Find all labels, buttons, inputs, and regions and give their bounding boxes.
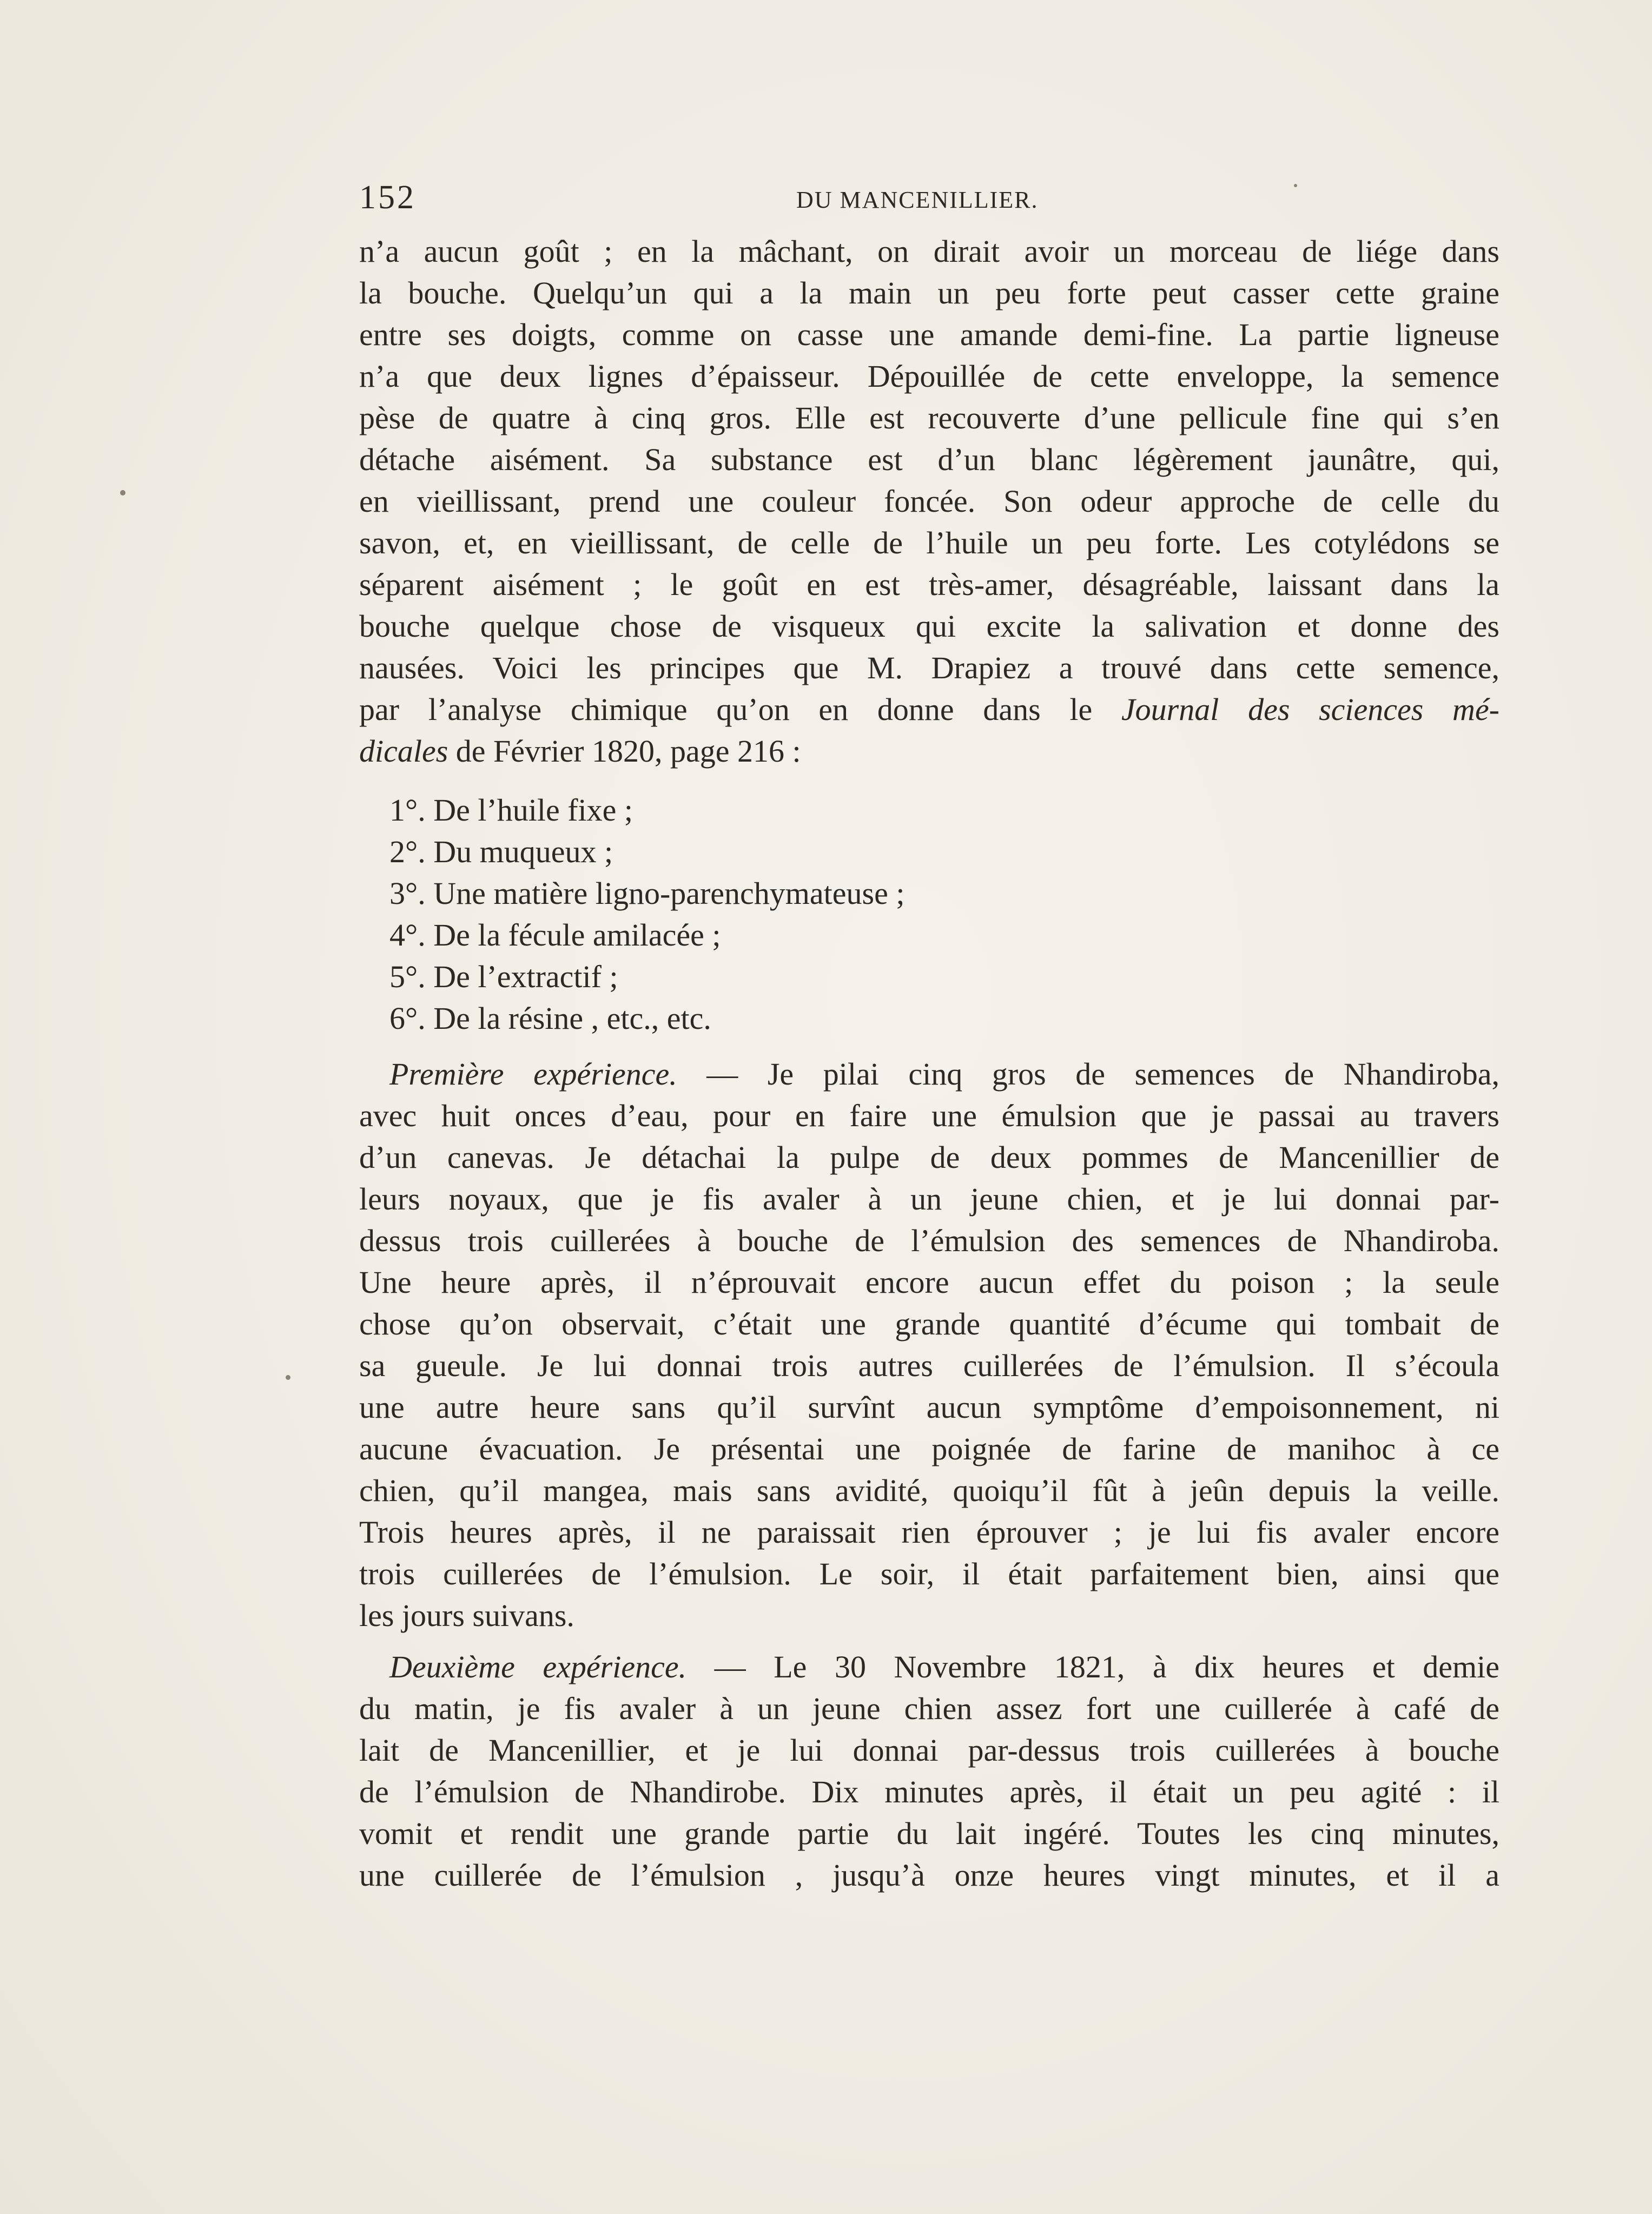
text-line: de l’émulsion de Nhandirobe. Dix minutes après, il était un peu agité : il (359, 1774, 1499, 1809)
paragraph-seed-description (359, 230, 1499, 772)
text-line: détache aisément. Sa substance est d’un blanc légèrement jaunâtre, qui, (359, 442, 1499, 477)
text-line: une autre heure sans qu’il survînt aucun symptôme d’empoisonnement, ni (359, 1390, 1499, 1425)
text-line (359, 730, 1499, 772)
text-run: par l’analyse chimique qu’on en donne dans le (359, 692, 1093, 727)
list-item: 6°. De la résine , etc., etc. (389, 1001, 711, 1036)
list-item: 3°. Une matière ligno-parenchymateuse ; (389, 876, 905, 911)
journal-title: Journal des sciences mé- (1121, 692, 1500, 727)
text-line: la bouche. Quelqu’un qui a la main un peu forte peut casser cette graine (359, 275, 1499, 310)
text-line: n’a aucun goût ; en la mâchant, on dirait avoir un morceau de liége dans (359, 234, 1499, 269)
text-line: Trois heures après, il ne paraissait rien éprouver ; je lui fis avaler encore (359, 1515, 1499, 1550)
list-item: 1°. De l’huile fixe ; (389, 792, 633, 828)
text-line: savon, et, en vieillissant, de celle de l’huile un peu forte. Les cotylédons se (359, 525, 1499, 560)
text-line: pèse de quatre à cinq gros. Elle est recouverte d’une pellicule fine qui s’en (359, 400, 1499, 435)
text-line: séparent aisément ; le goût en est très-amer, désagréable, laissant dans la (359, 567, 1499, 602)
paragraph-gap (359, 1636, 1499, 1646)
experiment-heading: Deuxième expérience. (389, 1649, 687, 1684)
text-line: sa gueule. Je lui donnai trois autres cuillerées de l’émulsion. Il s’écoula (359, 1348, 1499, 1383)
text-line: leurs noyaux, que je fis avaler à un jeune chien, et je lui donnai par- (359, 1181, 1499, 1217)
text-line: en vieillissant, prend une couleur foncée. Son odeur approche de celle du (359, 484, 1499, 519)
principles-list (359, 789, 1499, 1039)
text-line: Une heure après, il n’éprouvait encore aucun effet du poison ; la seule (359, 1265, 1499, 1300)
journal-title-continued: dicales (359, 733, 448, 769)
list-item: 4°. De la fécule amilacée ; (389, 917, 721, 953)
text-line: n’a que deux lignes d’épaisseur. Dépouillée de cette enveloppe, la semence (359, 359, 1499, 394)
text-line: avec huit onces d’eau, pour en faire une émulsion que je passai au travers (359, 1098, 1499, 1133)
text-line: entre ses doigts, comme on casse une amande demi-fine. La partie ligneuse (359, 317, 1499, 352)
list-item: 2°. Du muqueux ; (389, 834, 613, 869)
text-line: du matin, je fis avaler à un jeune chien assez fort une cuillerée à café de (359, 1691, 1499, 1726)
text-line (359, 689, 1499, 730)
text-line: lait de Mancenillier, et je lui donnai par-dessus trois cuillerées à bouche (359, 1733, 1499, 1768)
paragraph-first-experiment (359, 1053, 1499, 1636)
text-line (359, 1053, 1499, 1095)
text-line: trois cuillerées de l’émulsion. Le soir, il était parfaitement bien, ainsi que (359, 1556, 1499, 1591)
text-line: dessus trois cuillerées à bouche de l’émulsion des semences de Nhandiroba. (359, 1223, 1499, 1258)
text-line: d’un canevas. Je détachai la pulpe de deux pommes de Mancenillier de (359, 1140, 1499, 1175)
text-line: aucune évacuation. Je présentai une poignée de farine de manihoc à ce (359, 1431, 1499, 1466)
text-line: une cuillerée de l’émulsion , jusqu’à onze heures vingt minutes, et il a (359, 1858, 1499, 1893)
text-line: vomit et rendit une grande partie du lait ingéré. Toutes les cinq minutes, (359, 1816, 1499, 1851)
text-run: de Février 1820, page 216 : (455, 733, 801, 769)
text-run: — Le 30 Novembre 1821, à dix heures et demie (714, 1649, 1500, 1684)
running-title: DU MANCENILLIER. (796, 187, 1039, 213)
page-number: 152 (359, 179, 416, 216)
text-line: les jours suivans. (359, 1598, 574, 1633)
body-text (359, 230, 1499, 1896)
running-head (359, 179, 1506, 222)
text-line (359, 1646, 1499, 1688)
text-line: chose qu’on observait, c’était une grande quantité d’écume qui tombait de (359, 1306, 1499, 1341)
paragraph-second-experiment (359, 1646, 1499, 1896)
ink-speck (120, 490, 125, 495)
text-run: — Je pilai cinq gros de semences de Nhandiroba, (706, 1056, 1500, 1092)
list-item: 5°. De l’extractif ; (389, 959, 618, 994)
experiment-heading: Première expérience. (389, 1056, 677, 1092)
text-line: nausées. Voici les principes que M. Drapiez a trouvé dans cette semence, (359, 650, 1499, 685)
ink-speck (286, 1375, 290, 1380)
text-line: bouche quelque chose de visqueux qui excite la salivation et donne des (359, 609, 1499, 644)
text-line: chien, qu’il mangea, mais sans avidité, quoiqu’il fût à jeûn depuis la veille. (359, 1473, 1499, 1508)
